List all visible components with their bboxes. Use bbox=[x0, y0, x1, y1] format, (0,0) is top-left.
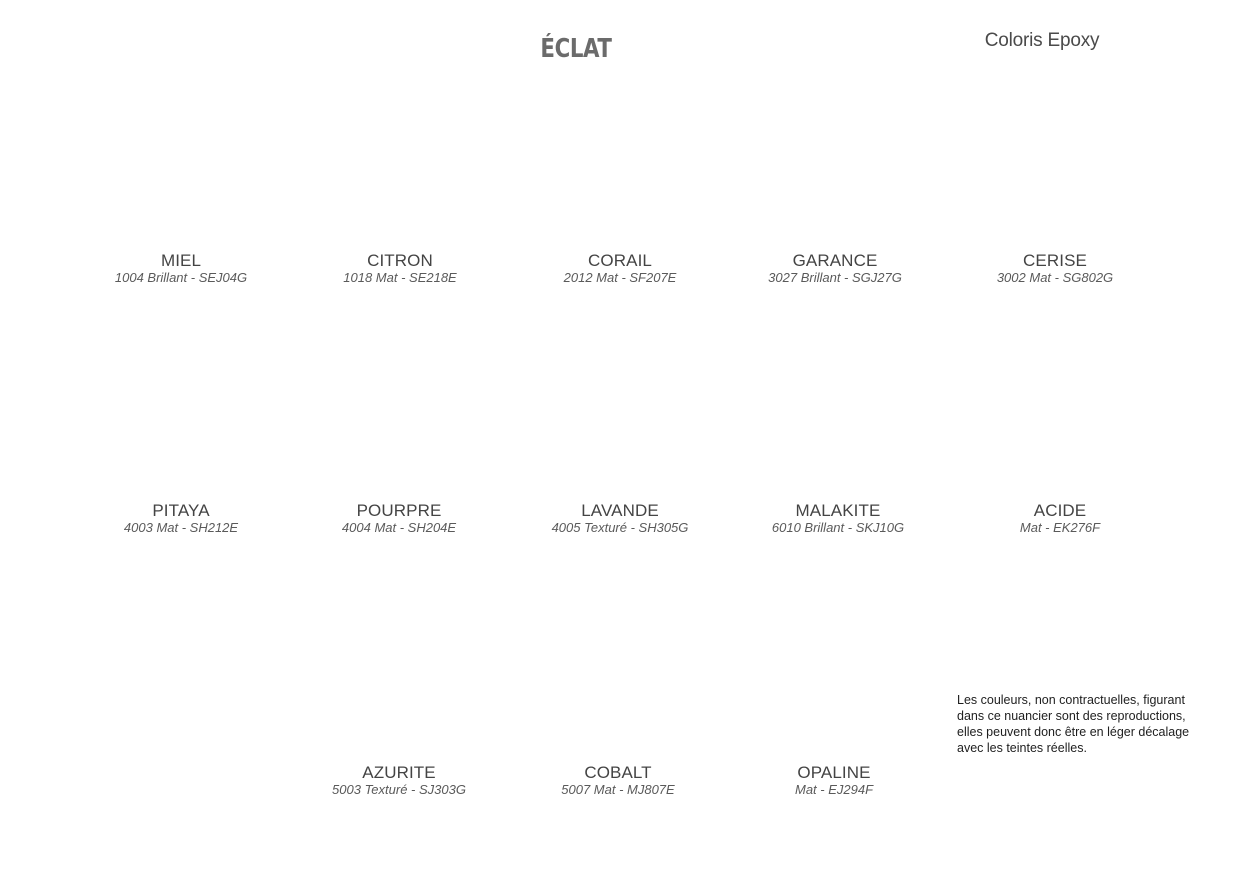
swatch-miel bbox=[81, 252, 281, 286]
swatch-reference: 1004 Brillant - SEJ04G bbox=[114, 270, 248, 285]
swatch-pourpre bbox=[299, 502, 499, 536]
swatch-malakite bbox=[738, 502, 938, 536]
swatch-name: LAVANDE bbox=[581, 501, 659, 520]
swatch-reference: 5003 Texturé - SJ303G bbox=[332, 782, 466, 797]
swatch-azurite bbox=[299, 764, 499, 798]
swatch-acide bbox=[960, 502, 1160, 536]
swatch-reference: Mat - EJ294F bbox=[794, 782, 874, 797]
swatch-cobalt bbox=[518, 764, 718, 798]
swatch-reference: 4005 Texturé - SH305G bbox=[551, 520, 689, 535]
swatch-reference: 4003 Mat - SH212E bbox=[123, 520, 239, 535]
swatch-name: CORAIL bbox=[588, 251, 652, 270]
swatch-name: PITAYA bbox=[152, 501, 210, 520]
swatch-reference: Mat - EK276F bbox=[1019, 520, 1101, 535]
swatch-reference: 1018 Mat - SE218E bbox=[343, 270, 457, 285]
swatch-reference: 3027 Brillant - SGJ27G bbox=[768, 270, 902, 285]
swatch-name: MIEL bbox=[160, 251, 202, 270]
swatch-name: GARANCE bbox=[792, 251, 878, 270]
swatch-opaline bbox=[734, 764, 934, 798]
swatch-reference: 3002 Mat - SG802G bbox=[996, 270, 1114, 285]
catalog-title: Coloris Epoxy bbox=[984, 30, 1100, 51]
swatch-reference: 6010 Brillant - SKJ10G bbox=[771, 520, 905, 535]
swatch-name: CERISE bbox=[1023, 251, 1087, 270]
swatch-reference: 5007 Mat - MJ807E bbox=[561, 782, 675, 797]
swatch-name: POURPRE bbox=[356, 501, 442, 520]
swatch-reference: 2012 Mat - SF207E bbox=[563, 270, 677, 285]
swatch-name: OPALINE bbox=[797, 763, 871, 782]
swatch-name: AZURITE bbox=[362, 763, 436, 782]
swatch-name: MALAKITE bbox=[795, 501, 881, 520]
swatch-name: COBALT bbox=[584, 763, 652, 782]
brand-logo: ÉCLAT bbox=[540, 34, 612, 64]
swatch-citron bbox=[300, 252, 500, 286]
disclaimer-note: Les couleurs, non contractuelles, figurant dans ce nuancier sont des reproductions, elles peuvent donc être en léger décalage avec les teintes réelles. bbox=[957, 693, 1190, 755]
swatch-lavande bbox=[520, 502, 720, 536]
swatch-name: CITRON bbox=[367, 251, 433, 270]
swatch-name: ACIDE bbox=[1033, 501, 1087, 520]
swatch-corail bbox=[520, 252, 720, 286]
swatch-pitaya bbox=[81, 502, 281, 536]
swatch-garance bbox=[735, 252, 935, 286]
swatch-cerise bbox=[955, 252, 1155, 286]
swatch-reference: 4004 Mat - SH204E bbox=[341, 520, 457, 535]
